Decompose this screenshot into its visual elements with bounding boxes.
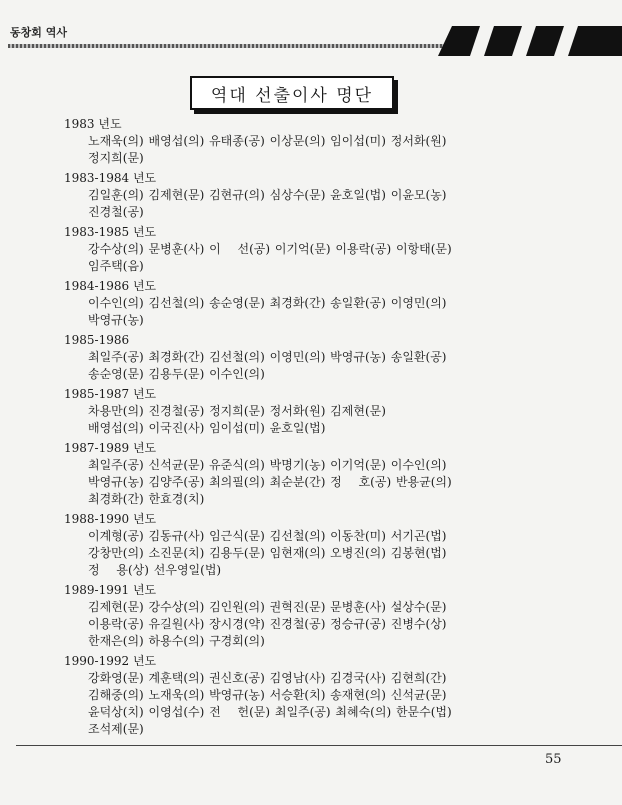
- names-line: 이수인(의) 김선철(의) 송순영(문) 최경화(간) 송일환(공) 이영민(의): [88, 296, 447, 310]
- year-section: [64, 440, 494, 508]
- names-line: 최경화(간) 한효경(치): [88, 492, 205, 506]
- names-line: 이계형(공) 김동규(사) 임근식(문) 김선철(의) 이동찬(미) 서기곤(법): [88, 529, 447, 543]
- year-heading: 1988-1990 년도: [64, 512, 157, 526]
- year-section: [64, 386, 494, 437]
- year-heading: 1990-1992 년도: [64, 654, 157, 668]
- year-section: [64, 332, 494, 383]
- year-heading: 1987-1989 년도: [64, 441, 157, 455]
- year-section: [64, 653, 494, 738]
- footer-rule: [16, 745, 622, 746]
- names-line: 강수상(의) 문병훈(사) 이 선(공) 이기억(문) 이용락(공) 이항태(문): [88, 242, 452, 256]
- year-section: [64, 116, 494, 167]
- names-line: 이용락(공) 유길원(사) 장시경(약) 진경철(공) 정승규(공) 진병수(상): [88, 617, 447, 631]
- year-section: [64, 170, 494, 221]
- header-stripes-decoration: [438, 26, 622, 56]
- names-line: 한재은(의) 하용수(의) 구경회(의): [88, 634, 265, 648]
- year-section: [64, 224, 494, 275]
- year-heading: 1983-1984 년도: [64, 171, 157, 185]
- names-line: 김일훈(의) 김제현(문) 김현규(의) 심상수(문) 윤호일(법) 이윤모(농): [88, 188, 447, 202]
- names-line: 최일주(공) 신석균(문) 유준식(의) 박명기(농) 이기억(문) 이수인(의): [88, 458, 447, 472]
- year-section: [64, 511, 494, 579]
- names-line: 송순영(문) 김용두(문) 이수인(의): [88, 367, 265, 381]
- year-heading: 1983 년도: [64, 117, 122, 131]
- names-line: 진경철(공): [88, 205, 144, 219]
- names-line: 차용만(의) 진경철(공) 정지희(문) 정서화(원) 김제현(문): [88, 404, 386, 418]
- year-section: [64, 278, 494, 329]
- names-line: 정 용(상) 선우영일(법): [88, 563, 222, 577]
- names-line: 김해중(의) 노재욱(의) 박영규(농) 서승환(치) 송재현(의) 신석균(문): [88, 688, 447, 702]
- year-heading: 1989-1991 년도: [64, 583, 157, 597]
- year-heading: 1984-1986 년도: [64, 279, 157, 293]
- names-line: 강창만(의) 소진문(치) 김용두(문) 임현재(의) 오병진(의) 김봉현(법): [88, 546, 447, 560]
- names-line: 박영규(농) 김양주(공) 최의필(의) 최순분(간) 정 호(공) 반용균(의): [88, 475, 452, 489]
- names-line: 김제현(문) 강수상(의) 김인원(의) 권혁진(문) 문병훈(사) 설상수(문): [88, 600, 447, 614]
- year-heading: 1985-1987 년도: [64, 387, 157, 401]
- directors-list: [64, 116, 494, 741]
- year-heading: 1985-1986: [64, 333, 130, 347]
- names-line: 윤덕상(치) 이영섭(수) 전 헌(문) 최일주(공) 최혜숙(의) 한문수(법): [88, 705, 452, 719]
- names-line: 노재욱(의) 배영섭(의) 유태종(공) 이상문(의) 임이섭(미) 정서화(원): [88, 134, 447, 148]
- page-title: 역대 선출이사 명단: [190, 76, 394, 110]
- names-line: 박영규(농): [88, 313, 144, 327]
- names-line: 임주택(음): [88, 259, 144, 273]
- names-line: 조석제(문): [88, 722, 144, 736]
- names-line: 강화영(문) 계훈택(의) 권신호(공) 김영남(사) 김경국(사) 김현희(간): [88, 671, 447, 685]
- header-rule: [8, 44, 444, 48]
- year-section: [64, 582, 494, 650]
- names-line: 정지희(문): [88, 151, 144, 165]
- names-line: 배영섭(의) 이국진(사) 임이섭(미) 윤호일(법): [88, 421, 326, 435]
- names-line: 최일주(공) 최경화(간) 김선철(의) 이영민(의) 박영규(농) 송일환(공): [88, 350, 447, 364]
- running-header: 동창회 역사: [10, 26, 67, 39]
- year-heading: 1983-1985 년도: [64, 225, 157, 239]
- page-number: 55: [545, 752, 562, 767]
